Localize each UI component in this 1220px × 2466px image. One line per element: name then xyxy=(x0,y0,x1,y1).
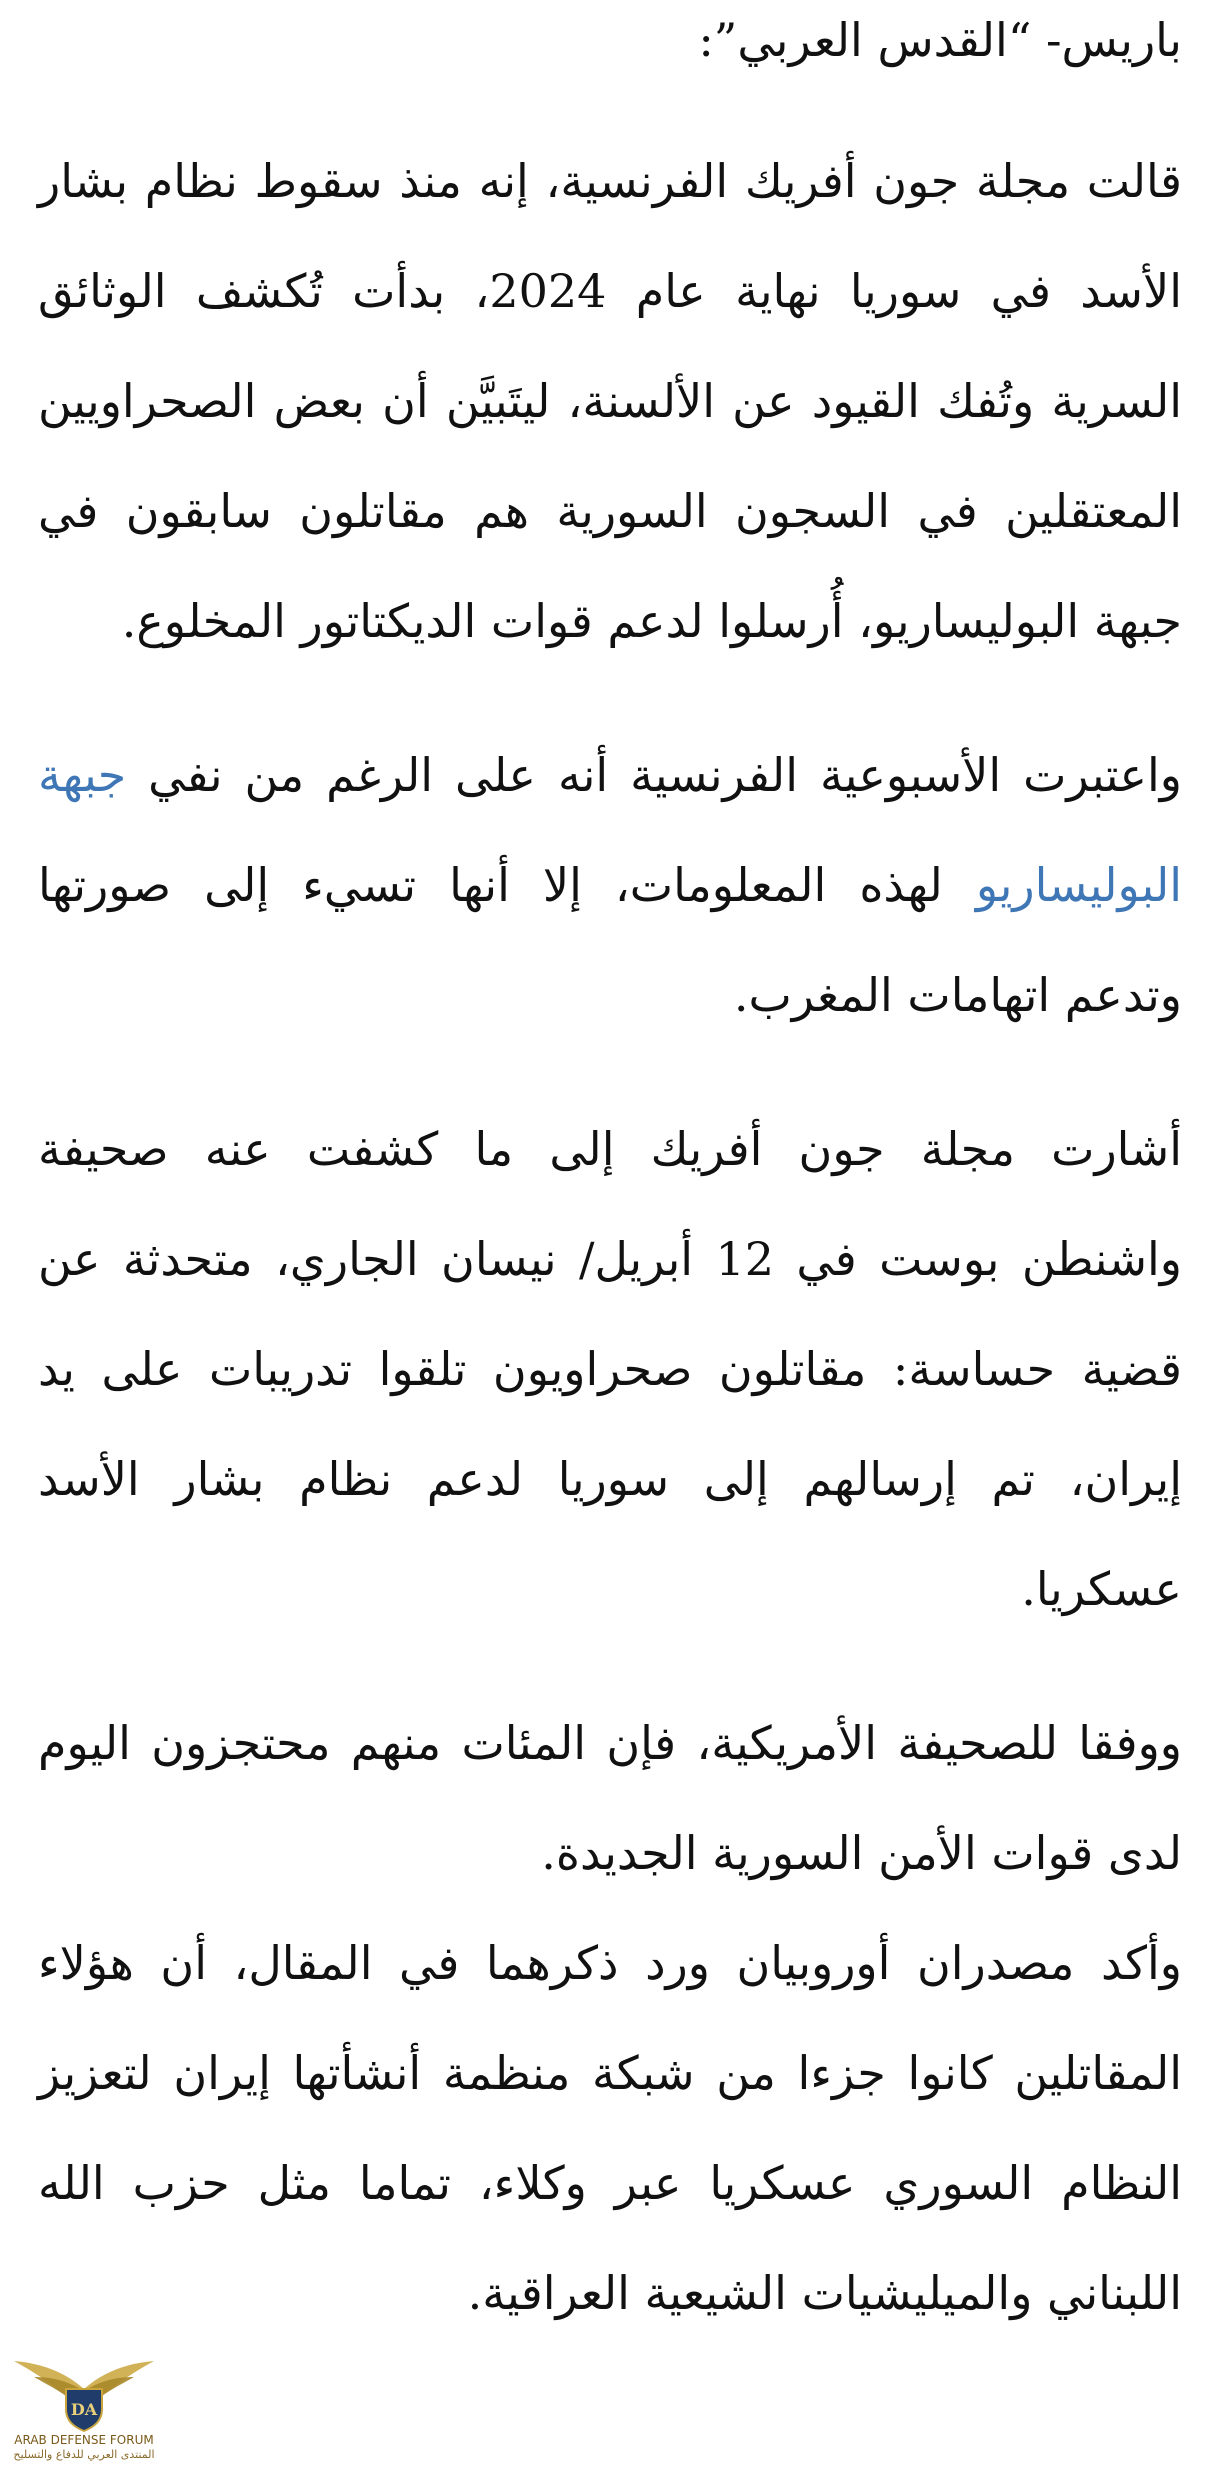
watermark-caption: ARAB DEFENSE FORUM xyxy=(14,2433,154,2447)
article-paragraph-5: وأكد مصدران أوروبيان ورد ذكرهما في المقال، أن هؤلاء المقاتلين كانوا جزءا من شبكة منظمة أنشأتها إيران لتعزيز النظام السوري عسكريا عبر وكلاء، تماما مثل حزب الله اللبناني والميليشيات الشيعية العراقية. xyxy=(38,1936,1182,2320)
article-dateline: باريس- “القدس العربي”: xyxy=(698,13,1182,67)
article-paragraph-4: ووفقا للصحيفة الأمريكية، فإن المئات منهم محتجزون اليوم لدى قوات الأمن السورية الجديدة. xyxy=(38,1716,1182,1880)
arab-defense-forum-watermark xyxy=(4,2331,164,2461)
paragraph-2-text-start: واعتبرت الأسبوعية الفرنسية أنه على الرغم من نفي xyxy=(126,748,1182,802)
polisario-front-link[interactable]: جبهة البوليساريو xyxy=(38,748,1182,912)
logo-initials: DA xyxy=(70,2400,98,2419)
article-paragraph-2 xyxy=(38,720,1182,1050)
article-paragraph-1: قالت مجلة جون أفريك الفرنسية، إنه منذ سقوط نظام بشار الأسد في سوريا نهاية عام 2024، بدأت تُكشف الوثائق السرية وتُفك القيود عن الألسنة، ليتَبيَّن أن بعض الصحراويين المعتقلين في السجون السورية هم مقاتلون سابقون في جبهة البوليساريو، أُرسلوا لدعم قوات الديكتاتور المخلوع. xyxy=(38,154,1182,648)
watermark-caption-arabic: المنتدى العربي للدفاع والتسليح xyxy=(13,2448,155,2461)
paragraph-2-text-end: لهذه المعلومات، إلا أنها تسيء إلى صورتها وتدعم اتهامات المغرب. xyxy=(38,858,1182,1022)
article-paragraph-3: أشارت مجلة جون أفريك إلى ما كشفت عنه صحيفة واشنطن بوست في 12 أبريل/ نيسان الجاري، متحدثة عن قضية حساسة: مقاتلون صحراويون تلقوا تدريبات على يد إيران، تم إرسالهم إلى سوريا لدعم نظام بشار الأسد عسكريا. xyxy=(38,1122,1182,1616)
